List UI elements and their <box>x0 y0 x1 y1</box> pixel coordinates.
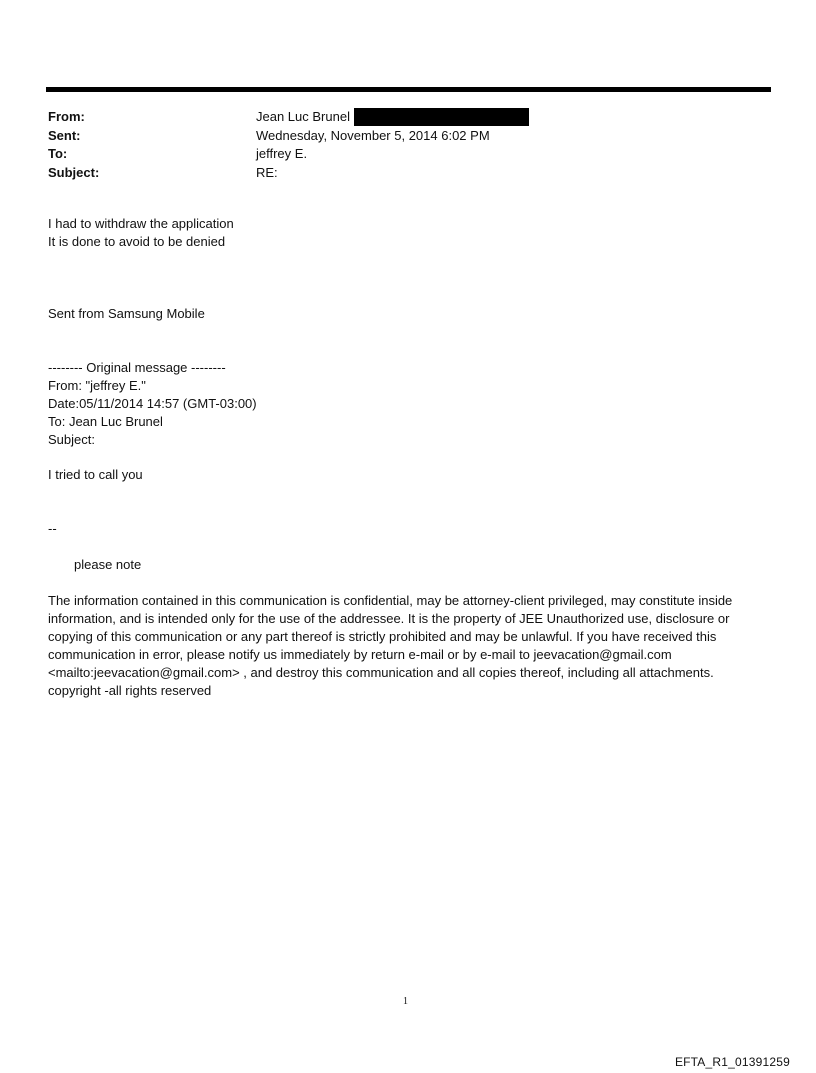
original-subject: Subject: <box>48 432 95 447</box>
sent-label: Sent: <box>48 127 81 143</box>
from-value: Jean Luc Brunel <box>256 109 350 124</box>
subject-row <box>48 164 529 183</box>
original-message-body <box>48 466 768 484</box>
original-from: From: "jeffrey E." <box>48 378 146 393</box>
sent-row <box>48 127 529 146</box>
email-header <box>48 108 529 182</box>
original-to: To: Jean Luc Brunel <box>48 414 163 429</box>
body-line-1: I had to withdraw the application <box>48 216 234 231</box>
body-line-2: It is done to avoid to be denied <box>48 234 226 249</box>
sent-value: Wednesday, November 5, 2014 6:02 PM <box>256 127 490 143</box>
document-id: EFTA_R1_01391259 <box>674 1055 790 1069</box>
subject-value: RE: <box>256 164 278 180</box>
from-row <box>48 108 529 127</box>
signature-dashes-block <box>48 520 768 538</box>
please-note: please note <box>74 557 142 572</box>
note-block <box>48 556 768 574</box>
redaction-block <box>354 108 529 126</box>
original-date: Date:05/11/2014 14:57 (GMT-03:00) <box>48 396 257 411</box>
to-value: jeffrey E. <box>256 146 308 161</box>
original-message-text: I tried to call you <box>48 467 143 482</box>
mobile-signature: Sent from Samsung Mobile <box>48 306 205 321</box>
disclaimer-block <box>48 592 763 700</box>
reply-body <box>48 215 768 251</box>
disclaimer-text: The information contained in this communication is confidential, may be attorney-client privileged, may constitute inside information, and is intended only for the use of the addressee. It is the property of JEE Unauthorized use, disclosure or copying of this communication or any part thereof is strictly prohibited and may be unlawful. If you have received this communication in error, please notify us immediately by return e-mail or by e-mail to jeevacation@gmail.com <mailto:jeevacation@gmail.com> , and destroy this communication and all copies thereof, including all attachments. copyright -all rights reserved <box>48 593 733 698</box>
original-message-header <box>48 359 768 449</box>
signature-dashes: -- <box>48 521 57 536</box>
header-rule <box>46 87 771 92</box>
from-value-container <box>256 108 529 127</box>
page-number: 1 <box>403 996 408 1007</box>
subject-label: Subject: <box>48 164 100 180</box>
signature-block <box>48 305 768 323</box>
original-separator: -------- Original message -------- <box>48 360 226 375</box>
to-label: To: <box>48 146 68 161</box>
to-row <box>48 145 529 164</box>
from-label: From: <box>48 109 85 124</box>
